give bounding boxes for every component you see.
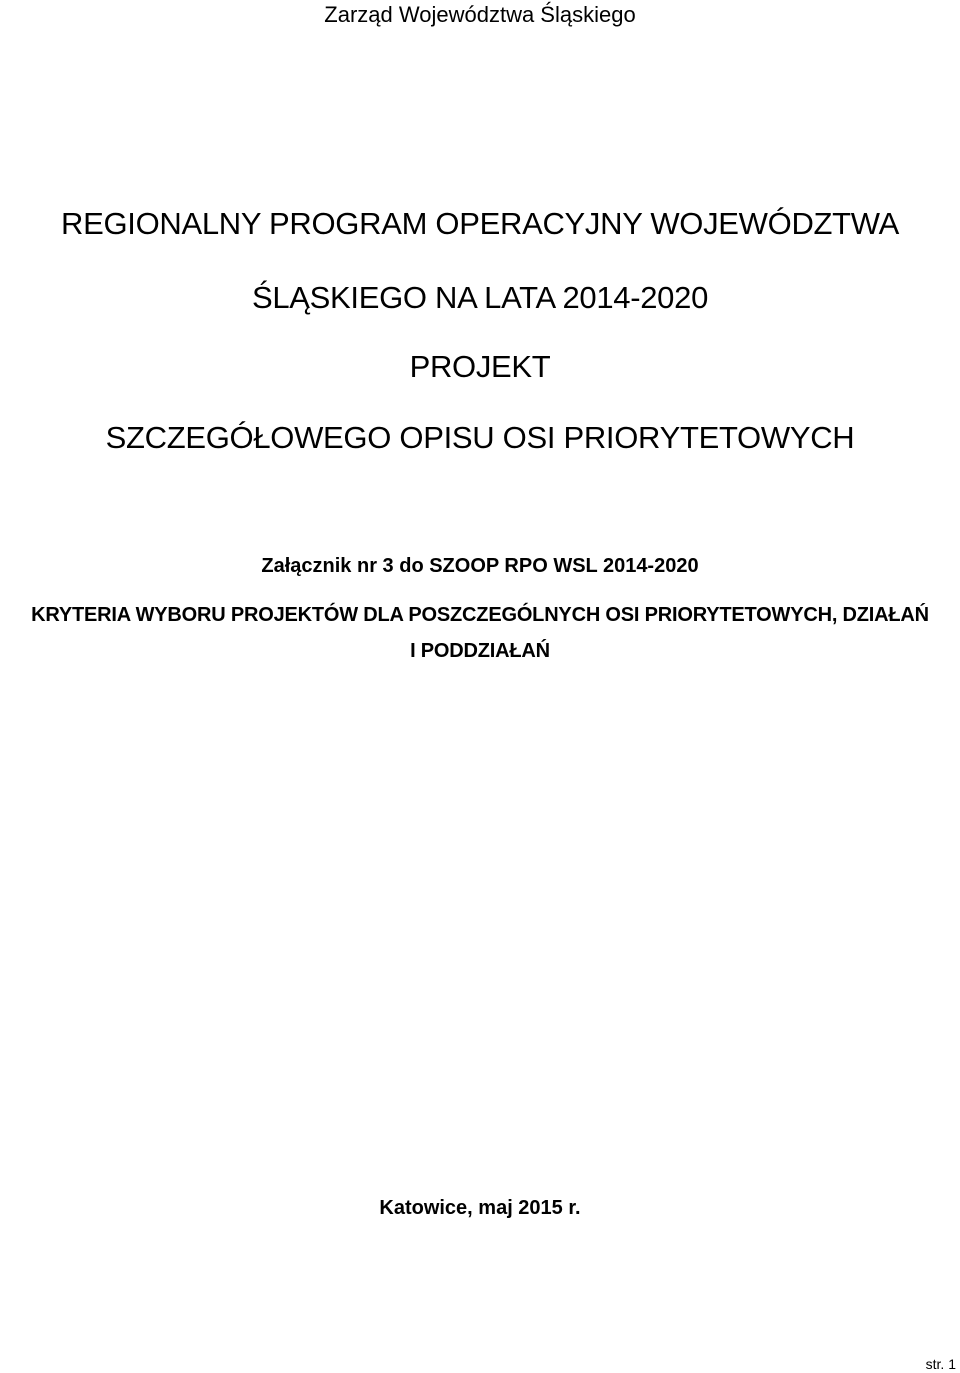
criteria-heading-line-2: I PODDZIAŁAŃ xyxy=(410,640,550,662)
document-title-line-4: SZCZEGÓŁOWEGO OPISU OSI PRIORYTETOWYCH xyxy=(105,420,855,455)
place-date: Katowice, maj 2015 r. xyxy=(379,1197,581,1219)
criteria-heading-line-1: KRYTERIA WYBORU PROJEKTÓW DLA POSZCZEGÓLNYCH OSI PRIORYTETOWYCH, DZIAŁAŃ xyxy=(31,604,929,626)
header-organization: Zarząd Województwa Śląskiego xyxy=(324,2,636,27)
document-title-line-1: REGIONALNY PROGRAM OPERACYJNY WOJEWÓDZTWA xyxy=(61,206,899,241)
annex-label: Załącznik nr 3 do SZOOP RPO WSL 2014-2020 xyxy=(261,555,699,577)
page-number: str. 1 xyxy=(925,1356,956,1372)
document-title-line-2: ŚLĄSKIEGO NA LATA 2014-2020 xyxy=(251,280,709,315)
document-title-line-3: PROJEKT xyxy=(409,349,551,384)
